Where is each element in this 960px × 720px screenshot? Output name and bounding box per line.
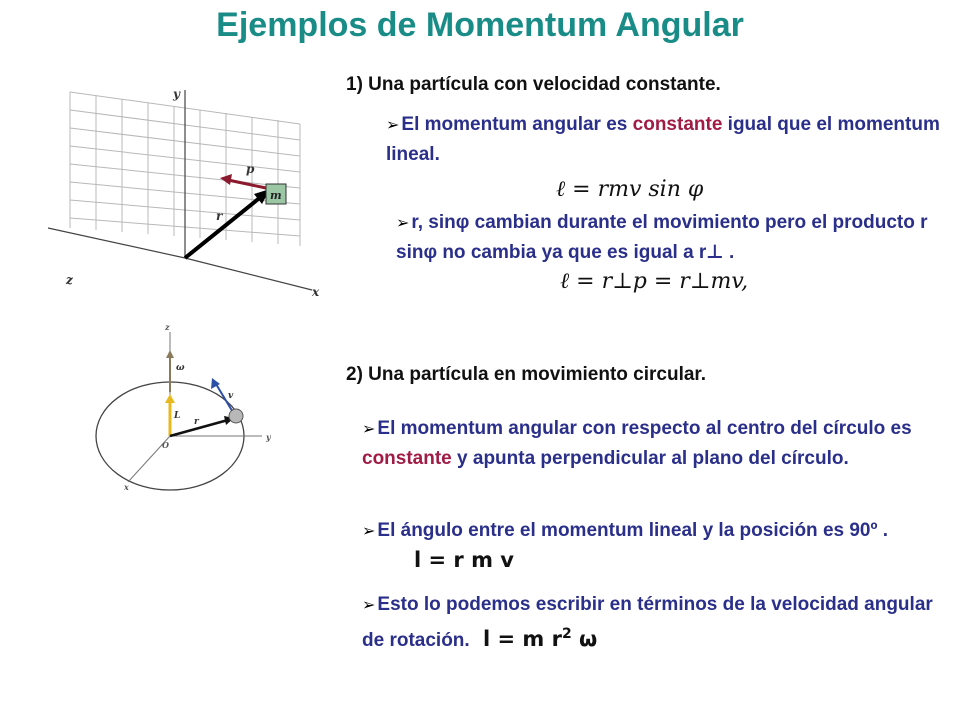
bullet-arrow-icon: ➢: [386, 117, 400, 134]
page-title: Ejemplos de Momentum Angular: [216, 6, 744, 44]
formula-lmr2w-post: ω: [571, 627, 598, 651]
section2-bullet1: [362, 414, 952, 473]
section1-bullet2: [396, 208, 952, 267]
section2-bullet3-text: Esto lo podemos escribir en términos de la velocidad angular de rotación.: [362, 594, 933, 651]
particle-sphere: [229, 409, 243, 423]
section1-heading: 1) Una partícula con velocidad constante.: [346, 74, 721, 95]
vector-p-label: p: [246, 162, 255, 176]
radius-arrow: [170, 420, 228, 436]
formula-lmr2w: [483, 627, 597, 651]
section2-bullet1-pre: El momentum angular con respecto al centro del círculo es: [377, 418, 912, 439]
formula-perpendicular: ℓ = r⊥p = r⊥mv,: [560, 269, 749, 294]
axis-x-label: x: [312, 285, 320, 299]
formula-lmr2w-sup: 2: [561, 626, 572, 642]
formula-lrmv: l = r m v: [414, 548, 514, 572]
bullet-arrow-icon: ➢: [396, 215, 410, 232]
section1-bullet2-text: r, sinφ cambian durante el movimiento pero el producto r sinφ no cambia ya que es igual a r⊥ .: [396, 212, 928, 263]
formula-angular-momentum: ℓ = rmv sin φ: [556, 177, 704, 202]
section2-bullet2: [362, 516, 952, 576]
axis-y-label: y: [173, 87, 180, 101]
mass-label: m: [270, 189, 282, 202]
vector-r-label: r: [216, 209, 223, 223]
vector-v-label: v: [228, 391, 234, 401]
position-vector-arrow: [185, 196, 262, 258]
section1-bullet1-pre: El momentum angular es: [401, 114, 633, 135]
bullet-arrow-icon: ➢: [362, 523, 376, 540]
vector-l-label: L: [174, 411, 181, 421]
vector-r-label: r: [194, 417, 199, 427]
figure-circular-motion: [90, 318, 290, 498]
section2-heading: 2) Una partícula en movimiento circular.: [346, 364, 707, 385]
section2-bullet1-red: constante: [362, 448, 452, 469]
axis-y-label: y: [266, 432, 271, 442]
section2-bullet3: [362, 590, 952, 655]
section2-bullet2-text: El ángulo entre el momentum lineal y la posición es 90º .: [377, 520, 888, 541]
axis-z-label: z: [66, 273, 73, 287]
bullet-arrow-icon: ➢: [362, 421, 376, 438]
bullet-arrow-icon: ➢: [362, 597, 376, 614]
figure-linear-motion: [40, 78, 340, 308]
section1-bullet1: [386, 110, 946, 169]
formula-lmr2w-pre: l = m r: [482, 627, 562, 651]
section1-bullet1-post: igual que el momentum lineal.: [386, 114, 940, 165]
section2-bullet1-post: y apunta perpendicular al plano del círculo.: [451, 448, 849, 469]
axis-z-label: z: [165, 322, 170, 332]
axis-x-label: x: [124, 482, 129, 492]
omega-label: ω: [176, 363, 185, 373]
origin-label: O: [162, 440, 169, 450]
section1-bullet1-red: constante: [632, 114, 723, 135]
